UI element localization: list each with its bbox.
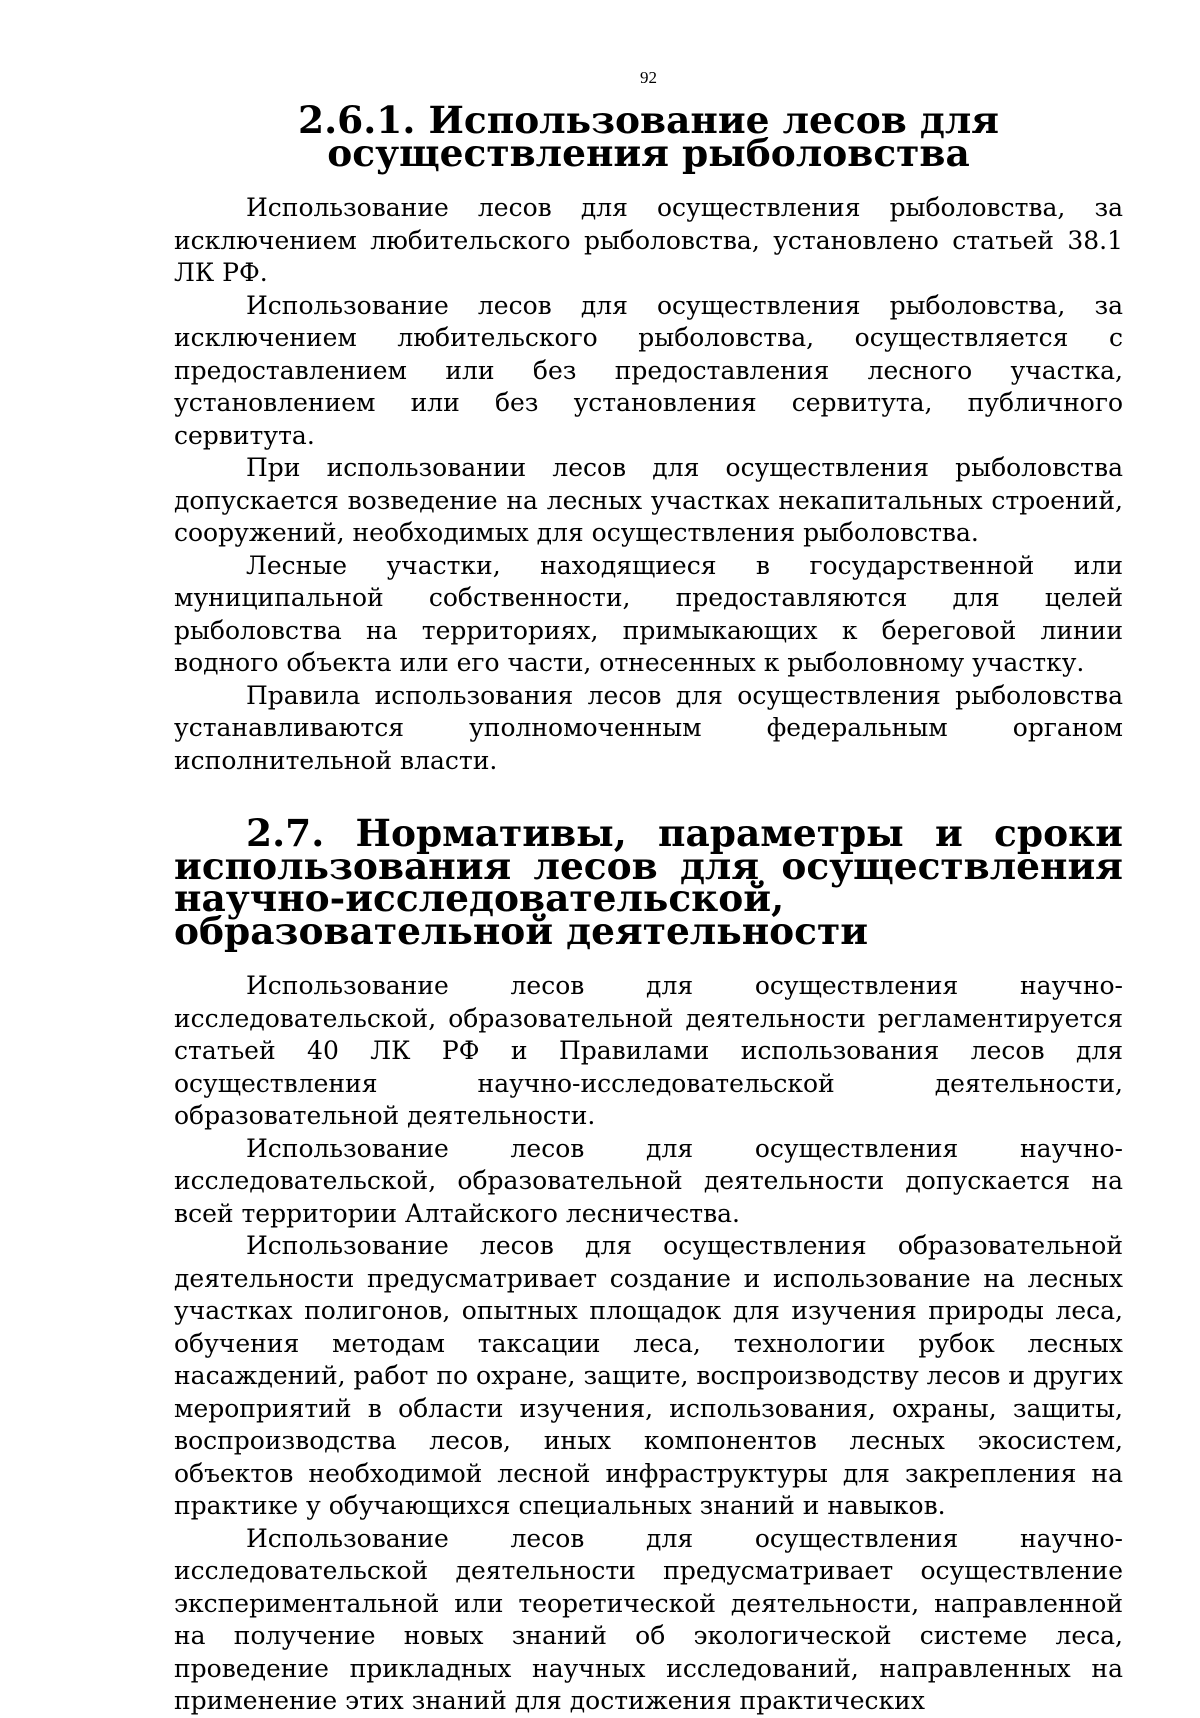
document-page: [174, 68, 1123, 1718]
paragraph: Лесные участки, находящиеся в государственной или муниципальной собственности, предоставляются для целей рыболовства на территориях, примыкающих к береговой линии водного объекта или его части, отнесенных к рыболовному участку.: [174, 550, 1123, 677]
paragraph: Использование лесов для осуществления научно-исследовательской, образовательной деятельности допускается на всей территории Алтайского лесничества.: [174, 1133, 1123, 1228]
section-heading-2-6-1: 2.6.1. Использование лесов для осуществления рыболовства: [298, 98, 999, 175]
paragraph: При использовании лесов для осуществления рыболовства допускается возведение на лесных участках некапитальных строений, сооружений, необходимых для осуществления рыболовства.: [174, 453, 1123, 547]
paragraph: Использование лесов для осуществления научно-исследовательской, образовательной деятельности регламентируется статьей 40 ЛК РФ и Правилами использования лесов для осуществления научно-исследовательской деятельности, образовательной деятельности.: [174, 971, 1123, 1130]
section-heading-2-7: 2.7. Нормативы, параметры и сроки использования лесов для осуществления научно-исследовательской, образовательной деятельности: [174, 811, 1123, 953]
paragraph: Использование лесов для осуществления рыболовства, за исключением любительского рыболовства, установлено статьей 38.1 ЛК РФ.: [174, 193, 1123, 287]
paragraph: Использование лесов для осуществления рыболовства, за исключением любительского рыболовства, осуществляется с предоставлением или без предоставления лесного участка, установлением или без установления сервитута, публичного сервитута.: [174, 290, 1123, 450]
paragraph: Использование лесов для осуществления научно-исследовательской деятельности предусматривает осуществление экспериментальной или теоретической деятельности, направленной на получение новых знаний об экологической системе леса, проведение прикладных научных исследований, направленных на применение этих знаний для достижения практических: [174, 1523, 1123, 1715]
page-number: 92: [640, 68, 657, 87]
paragraph: Правила использования лесов для осуществления рыболовства устанавливаются уполномоченным федеральным органом исполнительной власти.: [174, 680, 1123, 775]
paragraph: Использование лесов для осуществления образовательной деятельности предусматривает создание и использование на лесных участках полигонов, опытных площадок для изучения природы леса, обучения методам таксации леса, технологии рубок лесных насаждений, работ по охране, защите, воспроизводству лесов и других мероприятий в области изучения, использования, охраны, защиты, воспроизводства лесов, иных компонентов лесных экосистем, объектов необходимой лесной инфраструктуры для закрепления на практике у обучающихся специальных знаний и навыков.: [174, 1231, 1123, 1520]
